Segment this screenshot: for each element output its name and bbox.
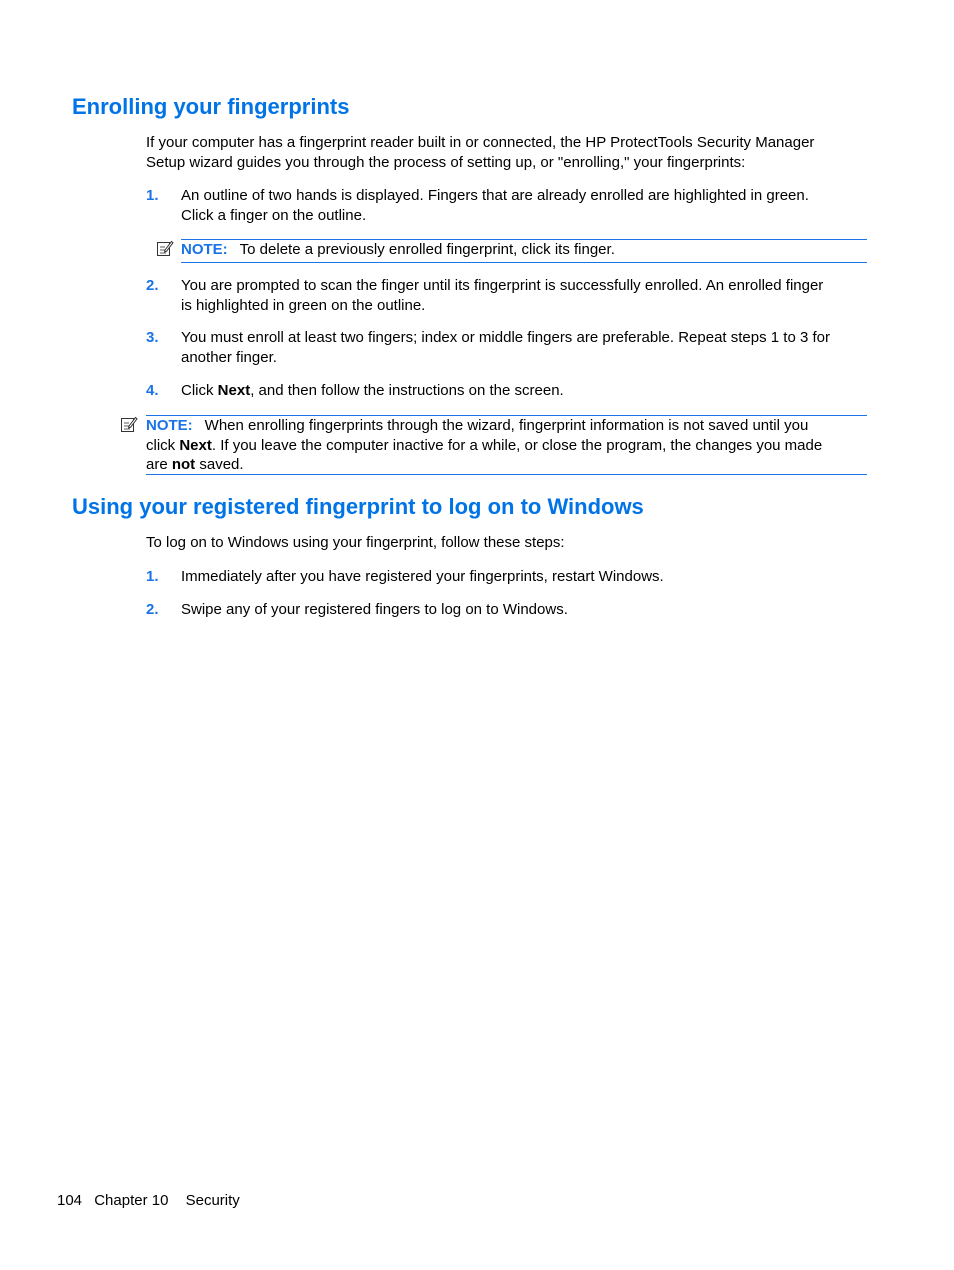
note-text: click	[146, 436, 180, 454]
step-number: 2.	[146, 277, 159, 294]
step-number: 1.	[146, 187, 159, 204]
note-line	[146, 416, 867, 436]
note-label: NOTE:	[146, 417, 193, 434]
note-box-inner	[181, 239, 867, 263]
page-footer	[57, 1192, 248, 1209]
step-number: 1.	[146, 568, 159, 585]
note-line	[146, 436, 867, 456]
note-box-outer	[146, 415, 867, 475]
next-keyword: Next	[179, 436, 212, 454]
note-text: . If you leave the computer inactive for a while, or close the program, the changes you made	[211, 436, 823, 454]
note-text: When enrolling fingerprints through the wizard, fingerprint information is not saved until you	[204, 417, 809, 434]
note-pencil-icon	[156, 239, 174, 257]
note-text: To delete a previously enrolled fingerprint, click its finger.	[239, 241, 615, 258]
step-text: Click a finger on the outline.	[181, 206, 367, 224]
step-number: 3.	[146, 329, 159, 346]
step-number: 4.	[146, 382, 159, 399]
chapter-label: Chapter 10	[94, 1192, 169, 1209]
not-keyword: not	[171, 456, 196, 473]
note-label: NOTE:	[181, 241, 228, 258]
step-text: Immediately after you have registered your fingerprints, restart Windows.	[181, 568, 664, 585]
intro-paragraph	[146, 133, 868, 172]
note-pencil-icon	[120, 415, 138, 433]
note-text: are	[146, 456, 172, 473]
intro-line: Setup wizard guides you through the process of setting up, or "enrolling," your fingerprints:	[146, 153, 746, 171]
step-text	[181, 381, 868, 401]
note-text: saved.	[195, 456, 244, 473]
next-keyword: Next	[217, 382, 251, 399]
step-number: 2.	[146, 601, 159, 618]
step-text: An outline of two hands is displayed. Fingers that are already enrolled are highlighted in green.	[181, 187, 809, 204]
section-heading-enrolling: Enrolling your fingerprints	[72, 94, 350, 119]
step-text: is highlighted in green on the outline.	[181, 296, 426, 314]
intro-paragraph: To log on to Windows using your fingerprint, follow these steps:	[146, 534, 565, 551]
section-label: Security	[185, 1192, 240, 1209]
step-text-part: , and then follow the instructions on the screen.	[250, 382, 564, 399]
step-text-part: Click	[181, 382, 218, 399]
note-line	[146, 455, 867, 475]
step-text: another finger.	[181, 348, 277, 366]
step-text: Swipe any of your registered fingers to log on to Windows.	[181, 601, 568, 618]
section-heading-logon: Using your registered fingerprint to log on to Windows	[72, 494, 644, 519]
step-text: You must enroll at least two fingers; index or middle fingers are preferable. Repeat steps 1 to 3 for	[181, 329, 830, 346]
step-text: You are prompted to scan the finger until its fingerprint is successfully enrolled. An enrolled finger	[181, 277, 824, 294]
intro-line: If your computer has a fingerprint reader built in or connected, the HP ProtectTools Security Manager	[146, 134, 815, 151]
page-number: 104	[57, 1192, 83, 1209]
